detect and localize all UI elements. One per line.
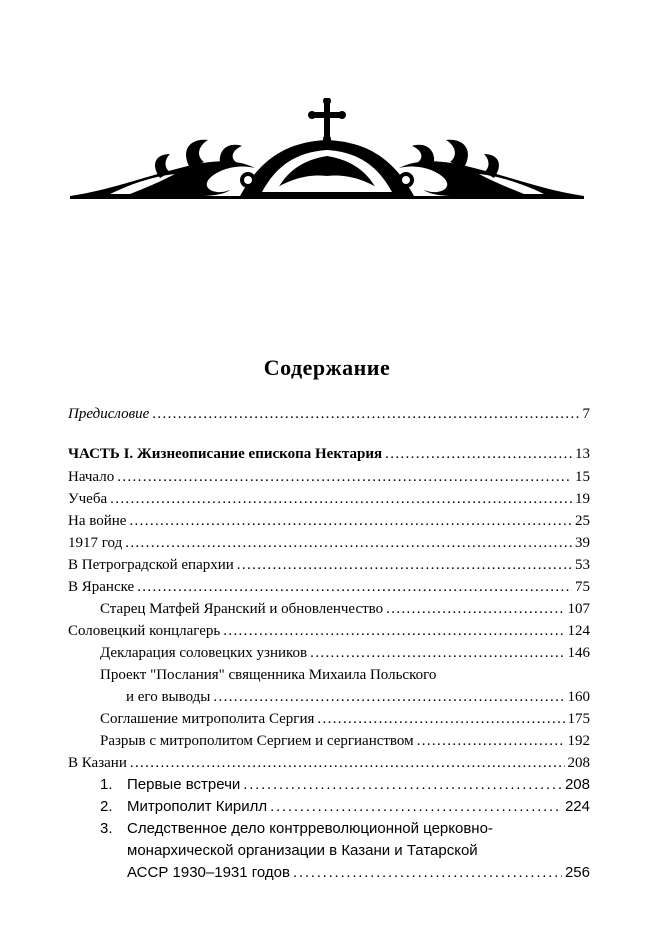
toc-entry[interactable] <box>68 554 590 576</box>
toc-entry-preface[interactable] <box>68 403 590 425</box>
toc-page-number: 256 <box>564 864 590 881</box>
toc-page-number: 124 <box>567 623 590 639</box>
toc-entry-label: Следственное дело контрреволюционной церковно- <box>127 820 493 837</box>
toc-entry-label: Соглашение митрополита Сергия <box>100 711 315 727</box>
leader-dots <box>130 752 565 774</box>
toc-page-number: 15 <box>575 469 590 485</box>
toc-entry-label: Соловецкий концлагерь <box>68 623 221 639</box>
toc-page-number: 39 <box>575 535 590 551</box>
toc-entry[interactable] <box>68 576 590 598</box>
toc-entry-label: На войне <box>68 513 127 529</box>
leader-dots <box>270 796 562 818</box>
toc-entry[interactable] <box>68 488 590 510</box>
leader-dots <box>110 488 572 510</box>
toc-entry-numbered[interactable] <box>100 796 590 818</box>
leader-dots <box>417 730 565 752</box>
toc-entry-sub[interactable] <box>126 686 590 708</box>
toc-entry-label: Первые встречи <box>127 776 241 793</box>
toc-entry-label: АССР 1930–1931 годов <box>127 864 290 881</box>
toc-entry-label: В Петроградской епархии <box>68 557 234 573</box>
toc-page-number: 13 <box>575 446 590 462</box>
leader-dots <box>125 532 572 554</box>
ornament-cross-headpiece <box>70 98 584 202</box>
leader-dots <box>213 686 564 708</box>
toc-entry-label: Старец Матфей Яранский и обновленчество <box>100 601 384 617</box>
toc-page-number: 224 <box>564 798 590 815</box>
leader-dots <box>386 598 564 620</box>
leader-dots <box>385 443 572 465</box>
toc-page-number: 107 <box>567 601 590 617</box>
toc-entry-label: и его выводы <box>126 689 211 705</box>
toc-page-number: 160 <box>567 689 590 705</box>
leader-dots <box>243 774 562 796</box>
toc-page-number: 208 <box>564 776 590 793</box>
leader-dots <box>237 554 572 576</box>
toc-entry-sub[interactable] <box>100 708 590 730</box>
toc-page-number: 175 <box>567 711 590 727</box>
toc-entry-label: Начало <box>68 469 115 485</box>
toc-entry-label: В Яранске <box>68 579 135 595</box>
leader-dots <box>152 403 579 425</box>
toc-entry[interactable] <box>68 532 590 554</box>
toc-page-number: 75 <box>575 579 590 595</box>
toc-entry-numbered-line3[interactable] <box>127 862 590 884</box>
toc-entry-sub[interactable] <box>100 642 590 664</box>
toc-page-number: 192 <box>567 733 590 749</box>
leader-dots <box>223 620 564 642</box>
toc-entry[interactable] <box>68 510 590 532</box>
toc-entry-numbered-line2[interactable]: монархической организации в Казани и Татарской <box>127 842 478 859</box>
toc-page-number: 25 <box>575 513 590 529</box>
toc-entry-part1[interactable] <box>68 443 590 465</box>
toc-entry-label: Митрополит Кирилл <box>127 798 268 815</box>
toc-entry-numbered-line1[interactable] <box>100 818 493 840</box>
toc-entry-sub-line1[interactable]: Проект "Послания" священника Михаила Польского <box>100 667 437 683</box>
toc-page-number: 19 <box>575 491 590 507</box>
toc-entry-sub[interactable] <box>100 730 590 752</box>
toc-entry-label: Декларация соловецких узников <box>100 645 308 661</box>
toc-entry-label: Предисловие <box>68 406 150 422</box>
toc-entry[interactable] <box>68 620 590 642</box>
toc-entry-label: В Казани <box>68 755 127 771</box>
list-number: 2. <box>100 798 113 815</box>
cross-icon <box>308 98 346 143</box>
leader-dots <box>317 708 564 730</box>
toc-entry-label: Учеба <box>68 491 108 507</box>
toc-entry-label: ЧАСТЬ I. Жизнеописание епископа Нектария <box>68 446 383 462</box>
toc-page-number: 7 <box>582 406 590 422</box>
toc-page-number: 146 <box>567 645 590 661</box>
page-title: Содержание <box>263 355 391 380</box>
leader-dots <box>117 466 572 488</box>
list-number: 1. <box>100 776 113 793</box>
leader-dots <box>310 642 564 664</box>
toc-page-number: 208 <box>567 755 590 771</box>
toc-entry[interactable] <box>68 466 590 488</box>
leader-dots <box>137 576 572 598</box>
leader-dots <box>129 510 572 532</box>
toc-entry-numbered[interactable] <box>100 774 590 796</box>
leader-dots <box>293 862 562 884</box>
toc-page-number: 53 <box>575 557 590 573</box>
toc-entry[interactable] <box>68 752 590 774</box>
list-number: 3. <box>100 820 113 837</box>
toc-entry-label: 1917 год <box>68 535 123 551</box>
toc-entry-sub[interactable] <box>100 598 590 620</box>
toc-entry-label: Разрыв с митрополитом Сергием и сергианством <box>100 733 414 749</box>
